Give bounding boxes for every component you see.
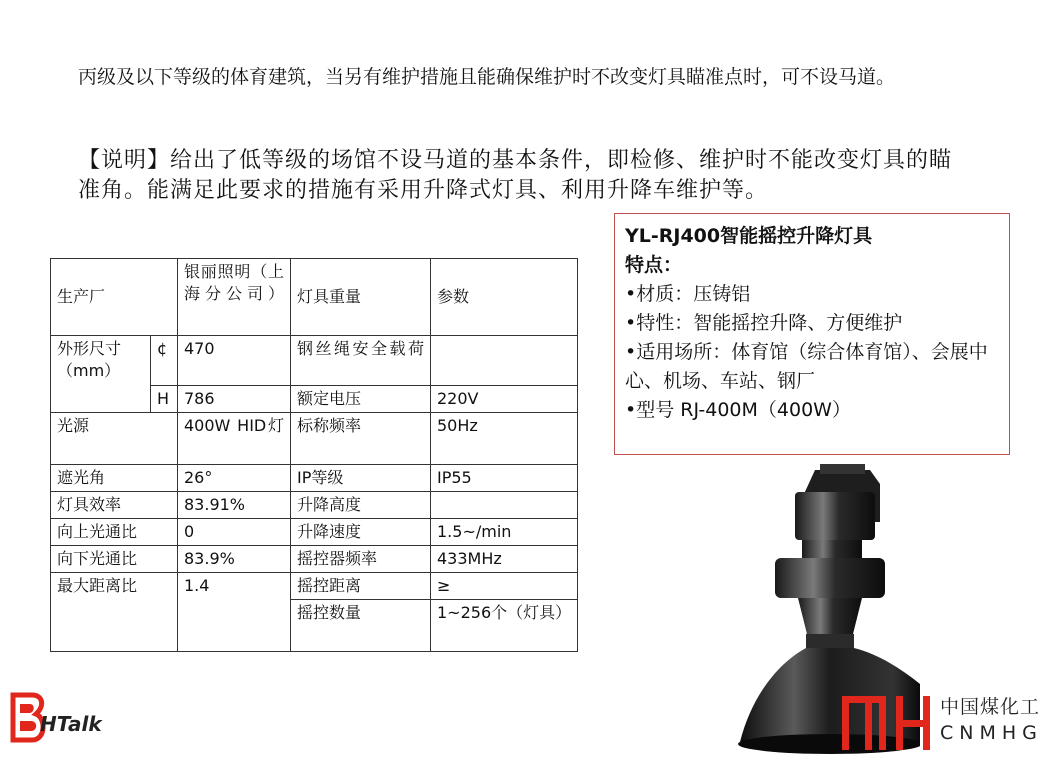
table-cell: 银丽照明（上海分公司） xyxy=(178,259,291,336)
table-row xyxy=(51,546,578,573)
table-cell: 升降高度 xyxy=(291,492,431,519)
table-row xyxy=(51,573,578,600)
table-cell xyxy=(431,336,578,386)
table-row xyxy=(51,519,578,546)
table-cell: ≥ xyxy=(431,573,578,600)
table-cell: 标称频率 xyxy=(291,413,431,465)
table-cell: 外形尺寸（mm） xyxy=(51,336,151,413)
table-cell: 额定电压 xyxy=(291,386,431,413)
table-cell: 83.9% xyxy=(178,546,291,573)
table-cell: 220V xyxy=(431,386,578,413)
table-cell: 灯具效率 xyxy=(51,492,178,519)
table-cell: 参数 xyxy=(431,259,578,336)
table-row xyxy=(51,492,578,519)
table-cell: IP等级 xyxy=(291,465,431,492)
spec-table xyxy=(50,258,578,652)
table-cell: ¢ xyxy=(151,336,178,386)
cnmhg-logo xyxy=(840,688,1047,756)
bhtalk-logo-text: HTalk xyxy=(40,712,102,736)
table-cell: 遮光角 xyxy=(51,465,178,492)
table-cell xyxy=(431,492,578,519)
table-row xyxy=(51,336,578,386)
table-cell: 1.5~/min xyxy=(431,519,578,546)
table-cell: 摇控距离 xyxy=(291,573,431,600)
table-cell: 26° xyxy=(178,465,291,492)
table-cell: 向下光通比 xyxy=(51,546,178,573)
cnmhg-english-text: CNMHG xyxy=(940,722,1043,744)
table-cell: IP55 xyxy=(431,465,578,492)
table-cell: H xyxy=(151,386,178,413)
table-cell: 1~256个（灯具） xyxy=(431,600,578,652)
feature-box xyxy=(614,213,1010,455)
feature-subtitle: 特点： xyxy=(625,254,683,276)
paragraph-main-text: 丙级及以下等级的体育建筑，当另有维护措施且能确保维护时不改变灯具瞄准点时，可不设马道。 xyxy=(78,66,896,88)
table-row xyxy=(51,413,578,465)
table-cell: 0 xyxy=(178,519,291,546)
table-cell: 摇控器频率 xyxy=(291,546,431,573)
table-cell: 摇控数量 xyxy=(291,600,431,652)
table-cell: 470 xyxy=(178,336,291,386)
feature-title: YL-RJ400智能摇控升降灯具 xyxy=(625,225,873,247)
feature-item: •型号 RJ-400M（400W） xyxy=(625,399,851,421)
feature-item: •适用场所：体育馆（综合体育馆）、会展中心、机场、车站、钢厂 xyxy=(625,341,988,392)
table-cell: 400W HID灯 xyxy=(178,413,291,465)
table-cell: 向上光通比 xyxy=(51,519,178,546)
feature-item: •特性：智能摇控升降、方便维护 xyxy=(625,312,903,334)
table-cell: 433MHz xyxy=(431,546,578,573)
table-cell: 83.91% xyxy=(178,492,291,519)
bhtalk-logo xyxy=(10,692,140,744)
cnmhg-logo-icon xyxy=(840,688,935,756)
table-cell: 钢丝绳安全载荷 xyxy=(291,336,431,386)
cnmhg-chinese-text: 中国煤化工 xyxy=(940,696,1041,718)
feature-item: •材质：压铸铝 xyxy=(625,283,751,305)
table-cell: 灯具重量 xyxy=(291,259,431,336)
table-row xyxy=(51,465,578,492)
table-cell: 50Hz xyxy=(431,413,578,465)
table-cell: 光源 xyxy=(51,413,178,465)
table-row xyxy=(51,259,578,336)
table-cell: 786 xyxy=(178,386,291,413)
table-cell: 1.4 xyxy=(178,573,291,652)
table-cell: 生产厂 xyxy=(51,259,178,336)
table-cell: 升降速度 xyxy=(291,519,431,546)
table-cell: 最大距离比 xyxy=(51,573,178,652)
paragraph-explanation: 【说明】给出了低等级的场馆不设马道的基本条件，即检修、维护时不能改变灯具的瞄准角。能满足此要求的措施有采用升降式灯具、利用升降车维护等。 xyxy=(78,148,953,203)
